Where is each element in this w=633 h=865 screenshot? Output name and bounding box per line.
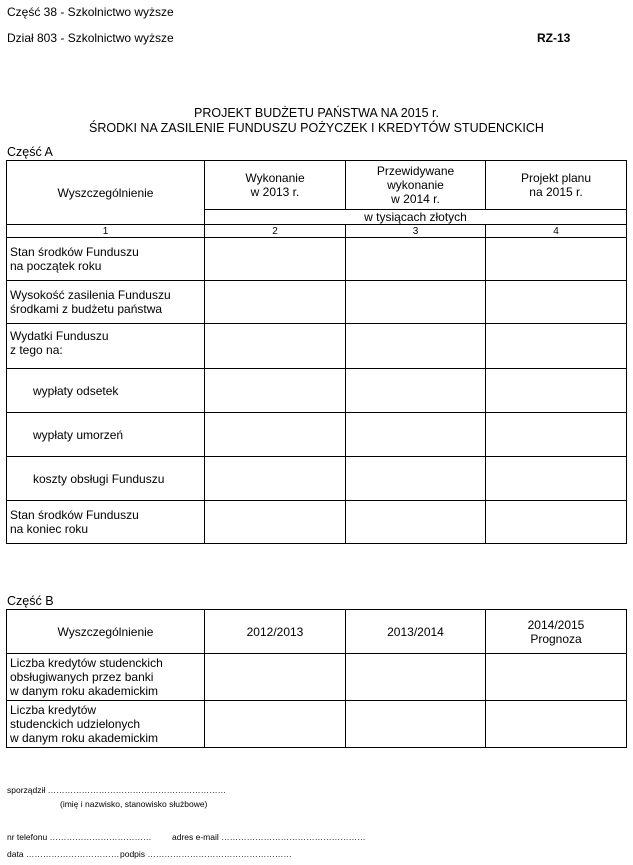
col-header-expected-line1: Przewidywane xyxy=(376,164,455,178)
table-row xyxy=(7,701,627,748)
row-label-line1: Stan środków Funduszu xyxy=(10,245,139,259)
row-label-service-costs: koszty obsługi Funduszu xyxy=(7,457,205,501)
cell-input[interactable] xyxy=(205,413,346,457)
table-row xyxy=(7,238,627,281)
table-row xyxy=(7,369,627,413)
part-b-label: Część B xyxy=(7,594,54,608)
table-row xyxy=(7,501,627,544)
row-label-budget-funding xyxy=(7,281,205,324)
cell-input[interactable] xyxy=(205,238,346,281)
cell-input[interactable] xyxy=(205,501,346,544)
date-field[interactable]: data …………………………… xyxy=(7,849,120,859)
col-header-2013-2014: 2013/2014 xyxy=(346,610,486,654)
row-label-line2: na koniec roku xyxy=(10,522,89,536)
prepared-by-field[interactable]: sporządził ……………………………………………………… xyxy=(7,785,227,795)
title-line-2: ŚRODKI NA ZASILENIE FUNDUSZU POŻYCZEK I KREDYTÓW STUDENCKICH xyxy=(89,121,544,135)
col-header-expected-line2: wykonanie xyxy=(387,178,444,192)
row-label-line1: Liczba kredytów xyxy=(10,703,97,717)
email-field[interactable]: adres e-mail …………………………………………… xyxy=(172,832,366,842)
title-line-1: PROJEKT BUDŻETU PAŃSTWA NA 2015 r. xyxy=(194,106,439,120)
col-header-actual-line1: Wykonanie xyxy=(245,171,305,185)
row-label-line1: Wydatki Funduszu xyxy=(10,329,109,343)
row-label-line1: Stan środków Funduszu xyxy=(10,508,139,522)
col-header-description: Wyszczególnienie xyxy=(7,161,205,225)
table-row xyxy=(7,281,627,324)
row-label-funds-start xyxy=(7,238,205,281)
table-row xyxy=(7,654,627,701)
cell-input[interactable] xyxy=(205,324,346,369)
cell-input[interactable] xyxy=(346,654,486,701)
table-row xyxy=(7,324,627,369)
col-header-actual-2013 xyxy=(205,161,346,210)
cell-input[interactable] xyxy=(486,457,627,501)
signature-field[interactable]: podpis …………………………………………… xyxy=(120,849,292,859)
row-label-funds-end xyxy=(7,501,205,544)
prepared-by-hint: (imię i nazwisko, stanowisko służbowe) xyxy=(60,799,208,809)
cell-input[interactable] xyxy=(346,324,486,369)
col-header-plan-line2: na 2015 r. xyxy=(529,185,583,199)
row-label-line2: na początek roku xyxy=(10,259,102,273)
page-title xyxy=(0,106,633,136)
cell-input[interactable] xyxy=(486,413,627,457)
cell-input[interactable] xyxy=(346,238,486,281)
col-header-actual-line2: w 2013 r. xyxy=(250,185,300,199)
cell-input[interactable] xyxy=(346,501,486,544)
header-part: Część 38 - Szkolnictwo wyższe xyxy=(7,5,174,19)
col-header-2012-2013: 2012/2013 xyxy=(205,610,346,654)
col-header-expected-line3: w 2014 r. xyxy=(391,192,440,206)
row-label-granted-loans xyxy=(7,701,205,748)
phone-field[interactable]: nr telefonu ……………………………… xyxy=(7,832,152,842)
row-label-redemptions: wypłaty umorzeń xyxy=(7,413,205,457)
cell-input[interactable] xyxy=(486,281,627,324)
cell-input[interactable] xyxy=(486,701,627,748)
row-label-line2: obsługiwanych przez banki xyxy=(10,670,154,684)
col-header-year3-line1: 2014/2015 xyxy=(527,617,585,632)
col-header-description: Wyszczególnienie xyxy=(7,610,205,654)
col-header-expected-2014 xyxy=(346,161,486,210)
cell-input[interactable] xyxy=(205,281,346,324)
row-label-line2: środkami z budżetu państwa xyxy=(10,302,163,316)
header-division: Dział 803 - Szkolnictwo wyższe xyxy=(7,31,174,45)
col-header-year3-line2: Prognoza xyxy=(530,631,582,646)
cell-input[interactable] xyxy=(486,654,627,701)
unit-label: w tysiącach złotych xyxy=(205,210,627,225)
cell-input[interactable] xyxy=(205,701,346,748)
cell-input[interactable] xyxy=(205,457,346,501)
cell-input[interactable] xyxy=(486,501,627,544)
cell-input[interactable] xyxy=(346,701,486,748)
part-b-table xyxy=(6,609,627,748)
cell-input[interactable] xyxy=(486,238,627,281)
cell-input[interactable] xyxy=(346,413,486,457)
col-header-2014-2015 xyxy=(486,610,627,654)
row-label-line1: Wysokość zasilenia Funduszu xyxy=(10,288,171,302)
cell-input[interactable] xyxy=(346,457,486,501)
part-a-table xyxy=(6,160,627,544)
row-label-interest: wypłaty odsetek xyxy=(7,369,205,413)
cell-input[interactable] xyxy=(205,369,346,413)
cell-input[interactable] xyxy=(486,369,627,413)
part-a-label: Część A xyxy=(7,145,53,159)
form-code: RZ-13 xyxy=(537,31,571,45)
col-number-1: 1 xyxy=(7,225,205,238)
cell-input[interactable] xyxy=(346,281,486,324)
row-label-line1: Liczba kredytów studenckich xyxy=(10,656,163,670)
col-number-3: 3 xyxy=(346,225,486,238)
col-header-plan-line1: Projekt planu xyxy=(520,171,592,185)
row-label-expenses xyxy=(7,324,205,369)
col-number-4: 4 xyxy=(486,225,627,238)
row-label-serviced-loans xyxy=(7,654,205,701)
cell-input[interactable] xyxy=(486,324,627,369)
col-header-plan-2015 xyxy=(486,161,627,210)
table-row xyxy=(7,413,627,457)
row-label-line3: w danym roku akademickim xyxy=(10,731,159,745)
row-label-line2: studenckich udzielonych xyxy=(10,717,141,731)
col-number-2: 2 xyxy=(205,225,346,238)
cell-input[interactable] xyxy=(205,654,346,701)
cell-input[interactable] xyxy=(346,369,486,413)
row-label-line3: w danym roku akademickim xyxy=(10,684,159,698)
table-row xyxy=(7,457,627,501)
row-label-line2: z tego na: xyxy=(10,343,63,357)
